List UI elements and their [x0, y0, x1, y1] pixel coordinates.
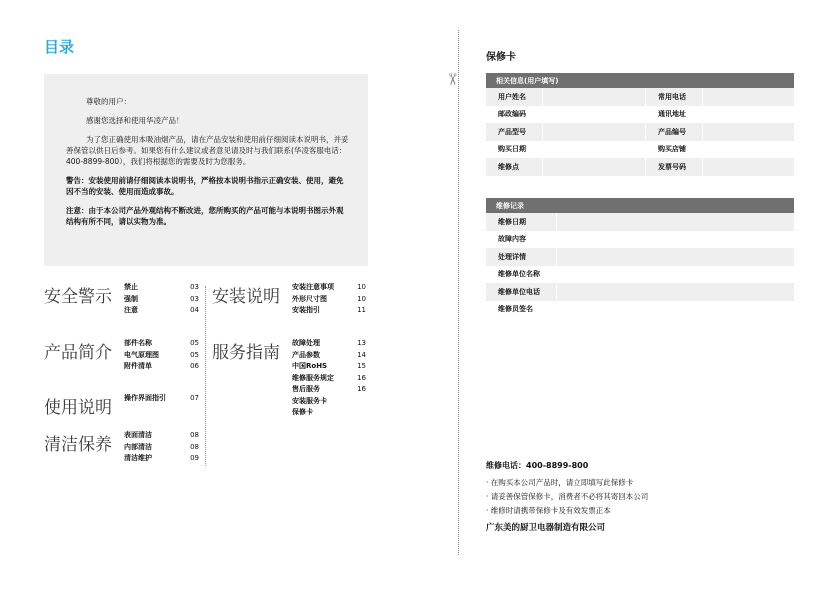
note-item: · 请妥善保管保修卡，消费者不必将其寄回本公司 — [486, 492, 649, 501]
field-input[interactable] — [703, 141, 795, 159]
toc-item[interactable]: 维修服务规定 — [292, 373, 334, 382]
field-label: 购买日期 — [498, 145, 526, 154]
field-label: 用户姓名 — [486, 88, 543, 106]
toc-item[interactable]: 产品参数 — [292, 350, 320, 359]
cut-line — [458, 30, 459, 555]
page-number: 11 — [357, 306, 366, 314]
page-number: 06 — [190, 362, 199, 370]
notice-thanks: 感谢您选择和使用华凌产品！ — [86, 116, 184, 125]
page-number: 04 — [190, 306, 199, 314]
page-number: 03 — [190, 283, 199, 291]
service-hotline: 维修电话：400-8899-800 — [486, 461, 589, 470]
toc-item[interactable]: 安装指引 — [292, 306, 320, 314]
notice-greeting: 尊敬的用户： — [86, 97, 131, 106]
field-label: 发票号码 — [646, 158, 703, 176]
toc-item[interactable]: 保修卡 — [292, 408, 313, 416]
field-input[interactable] — [543, 123, 646, 141]
field-input[interactable] — [557, 213, 795, 231]
field-label: 通讯地址 — [646, 106, 703, 124]
page-number: 15 — [357, 362, 366, 370]
note-item: · 在购买本公司产品时，请立即填写此保修卡 — [486, 478, 634, 487]
toc-item[interactable]: 安装注意事项 — [292, 283, 334, 291]
table-header: 维修记录 — [486, 198, 794, 213]
field-input[interactable] — [557, 266, 795, 284]
field-input[interactable] — [703, 123, 795, 141]
notice-intro: 为了您正确使用本吸油烟产品，请在产品安装和使用前仔细阅读本说明书，并妥善保管以供日后参考。如果您有什么建议或者意见请及时与我们联系(华凌客服电话：400-8899-800），我们将根据您的需要及时为您服务。 — [66, 135, 349, 166]
field-label: 维修单位电话 — [486, 283, 557, 301]
notice-note: 注意：由于本公司产品外观结构不断改进，您所购买的产品可能与本说明书图示外观结构有所不同，请以实物为准。 — [66, 206, 344, 226]
notice-box — [44, 74, 368, 266]
field-label: 产品型号 — [486, 123, 543, 141]
toc-item[interactable]: 外形尺寸图 — [292, 294, 327, 303]
field-label: 处理详情 — [486, 248, 557, 266]
field-label: 维修点 — [486, 158, 543, 176]
field-input[interactable] — [543, 106, 646, 124]
field-label: 维修日期 — [486, 213, 557, 231]
toc-item[interactable]: 故障处理 — [292, 339, 320, 347]
field-label: 邮政编码 — [498, 110, 526, 119]
toc-item[interactable]: 清洁维护 — [124, 454, 152, 462]
toc-item[interactable]: 内部清洁 — [124, 442, 152, 451]
page-number: 05 — [190, 350, 199, 359]
field-label: 维修员签名 — [498, 305, 533, 314]
user-info-table — [486, 73, 794, 176]
field-input[interactable] — [557, 231, 795, 249]
page-number: 09 — [190, 454, 199, 462]
section-title: 使用说明 — [44, 398, 112, 418]
field-input[interactable] — [543, 141, 646, 159]
page-number: 08 — [190, 431, 199, 439]
toc-item[interactable]: 强制 — [124, 294, 138, 303]
toc-title: 目录 — [44, 38, 75, 56]
page-number: 16 — [357, 385, 366, 393]
field-input[interactable] — [543, 88, 646, 106]
page-number: 07 — [190, 394, 199, 402]
page-number: 10 — [357, 283, 366, 291]
scissors-icon: ✂ — [443, 72, 463, 87]
field-input[interactable] — [703, 106, 795, 124]
page-number: 03 — [190, 294, 199, 303]
field-label: 购买店铺 — [646, 141, 703, 159]
field-input[interactable] — [543, 158, 646, 176]
toc-item[interactable]: 注意 — [124, 306, 138, 314]
toc-item[interactable]: 中国RoHS — [292, 362, 328, 370]
repair-record-table — [486, 198, 794, 318]
notice-warning: 警告：安装使用前请仔细阅读本说明书，严格按本说明书指示正确安装、使用，避免因不当的安装、使用而造成事故。 — [66, 176, 344, 196]
toc-item[interactable]: 部件名称 — [124, 339, 152, 347]
toc-item[interactable]: 禁止 — [124, 283, 138, 291]
section-title: 服务指南 — [212, 343, 280, 363]
toc-item[interactable]: 电气原理图 — [124, 350, 159, 359]
page-number: 08 — [190, 442, 199, 451]
field-label: 常用电话 — [646, 88, 703, 106]
warranty-card-title: 保修卡 — [486, 52, 516, 63]
field-input[interactable] — [557, 301, 795, 319]
company-name: 广东美的厨卫电器制造有限公司 — [486, 523, 606, 533]
page-number: 14 — [357, 350, 366, 359]
section-title: 安装说明 — [212, 287, 280, 307]
field-input[interactable] — [703, 88, 795, 106]
field-input[interactable] — [703, 158, 795, 176]
note-item: · 维修时请携带保修卡及有效发票正本 — [486, 506, 611, 515]
field-input[interactable] — [557, 248, 795, 266]
table-header: 相关信息(用户填写) — [486, 73, 794, 88]
toc-item[interactable]: 操作界面指引 — [124, 394, 166, 402]
field-label: 产品编号 — [646, 123, 703, 141]
field-label: 故障内容 — [498, 235, 526, 244]
warranty-notes — [486, 476, 648, 518]
toc-item[interactable]: 表面清洁 — [124, 431, 152, 439]
field-label: 维修单位名称 — [498, 270, 540, 279]
section-title: 安全警示 — [44, 287, 112, 307]
toc-divider — [205, 286, 206, 466]
page-number: 10 — [357, 294, 366, 303]
section-title: 产品简介 — [44, 343, 112, 363]
toc-item[interactable]: 售后服务 — [292, 385, 320, 393]
toc-item[interactable]: 安装服务卡 — [292, 396, 327, 405]
page-number: 13 — [357, 339, 366, 347]
section-title: 清洁保养 — [44, 435, 112, 455]
page-number: 05 — [190, 339, 199, 347]
toc-item[interactable]: 附件清单 — [124, 362, 152, 370]
field-input[interactable] — [557, 283, 795, 301]
page-number: 16 — [357, 373, 366, 382]
